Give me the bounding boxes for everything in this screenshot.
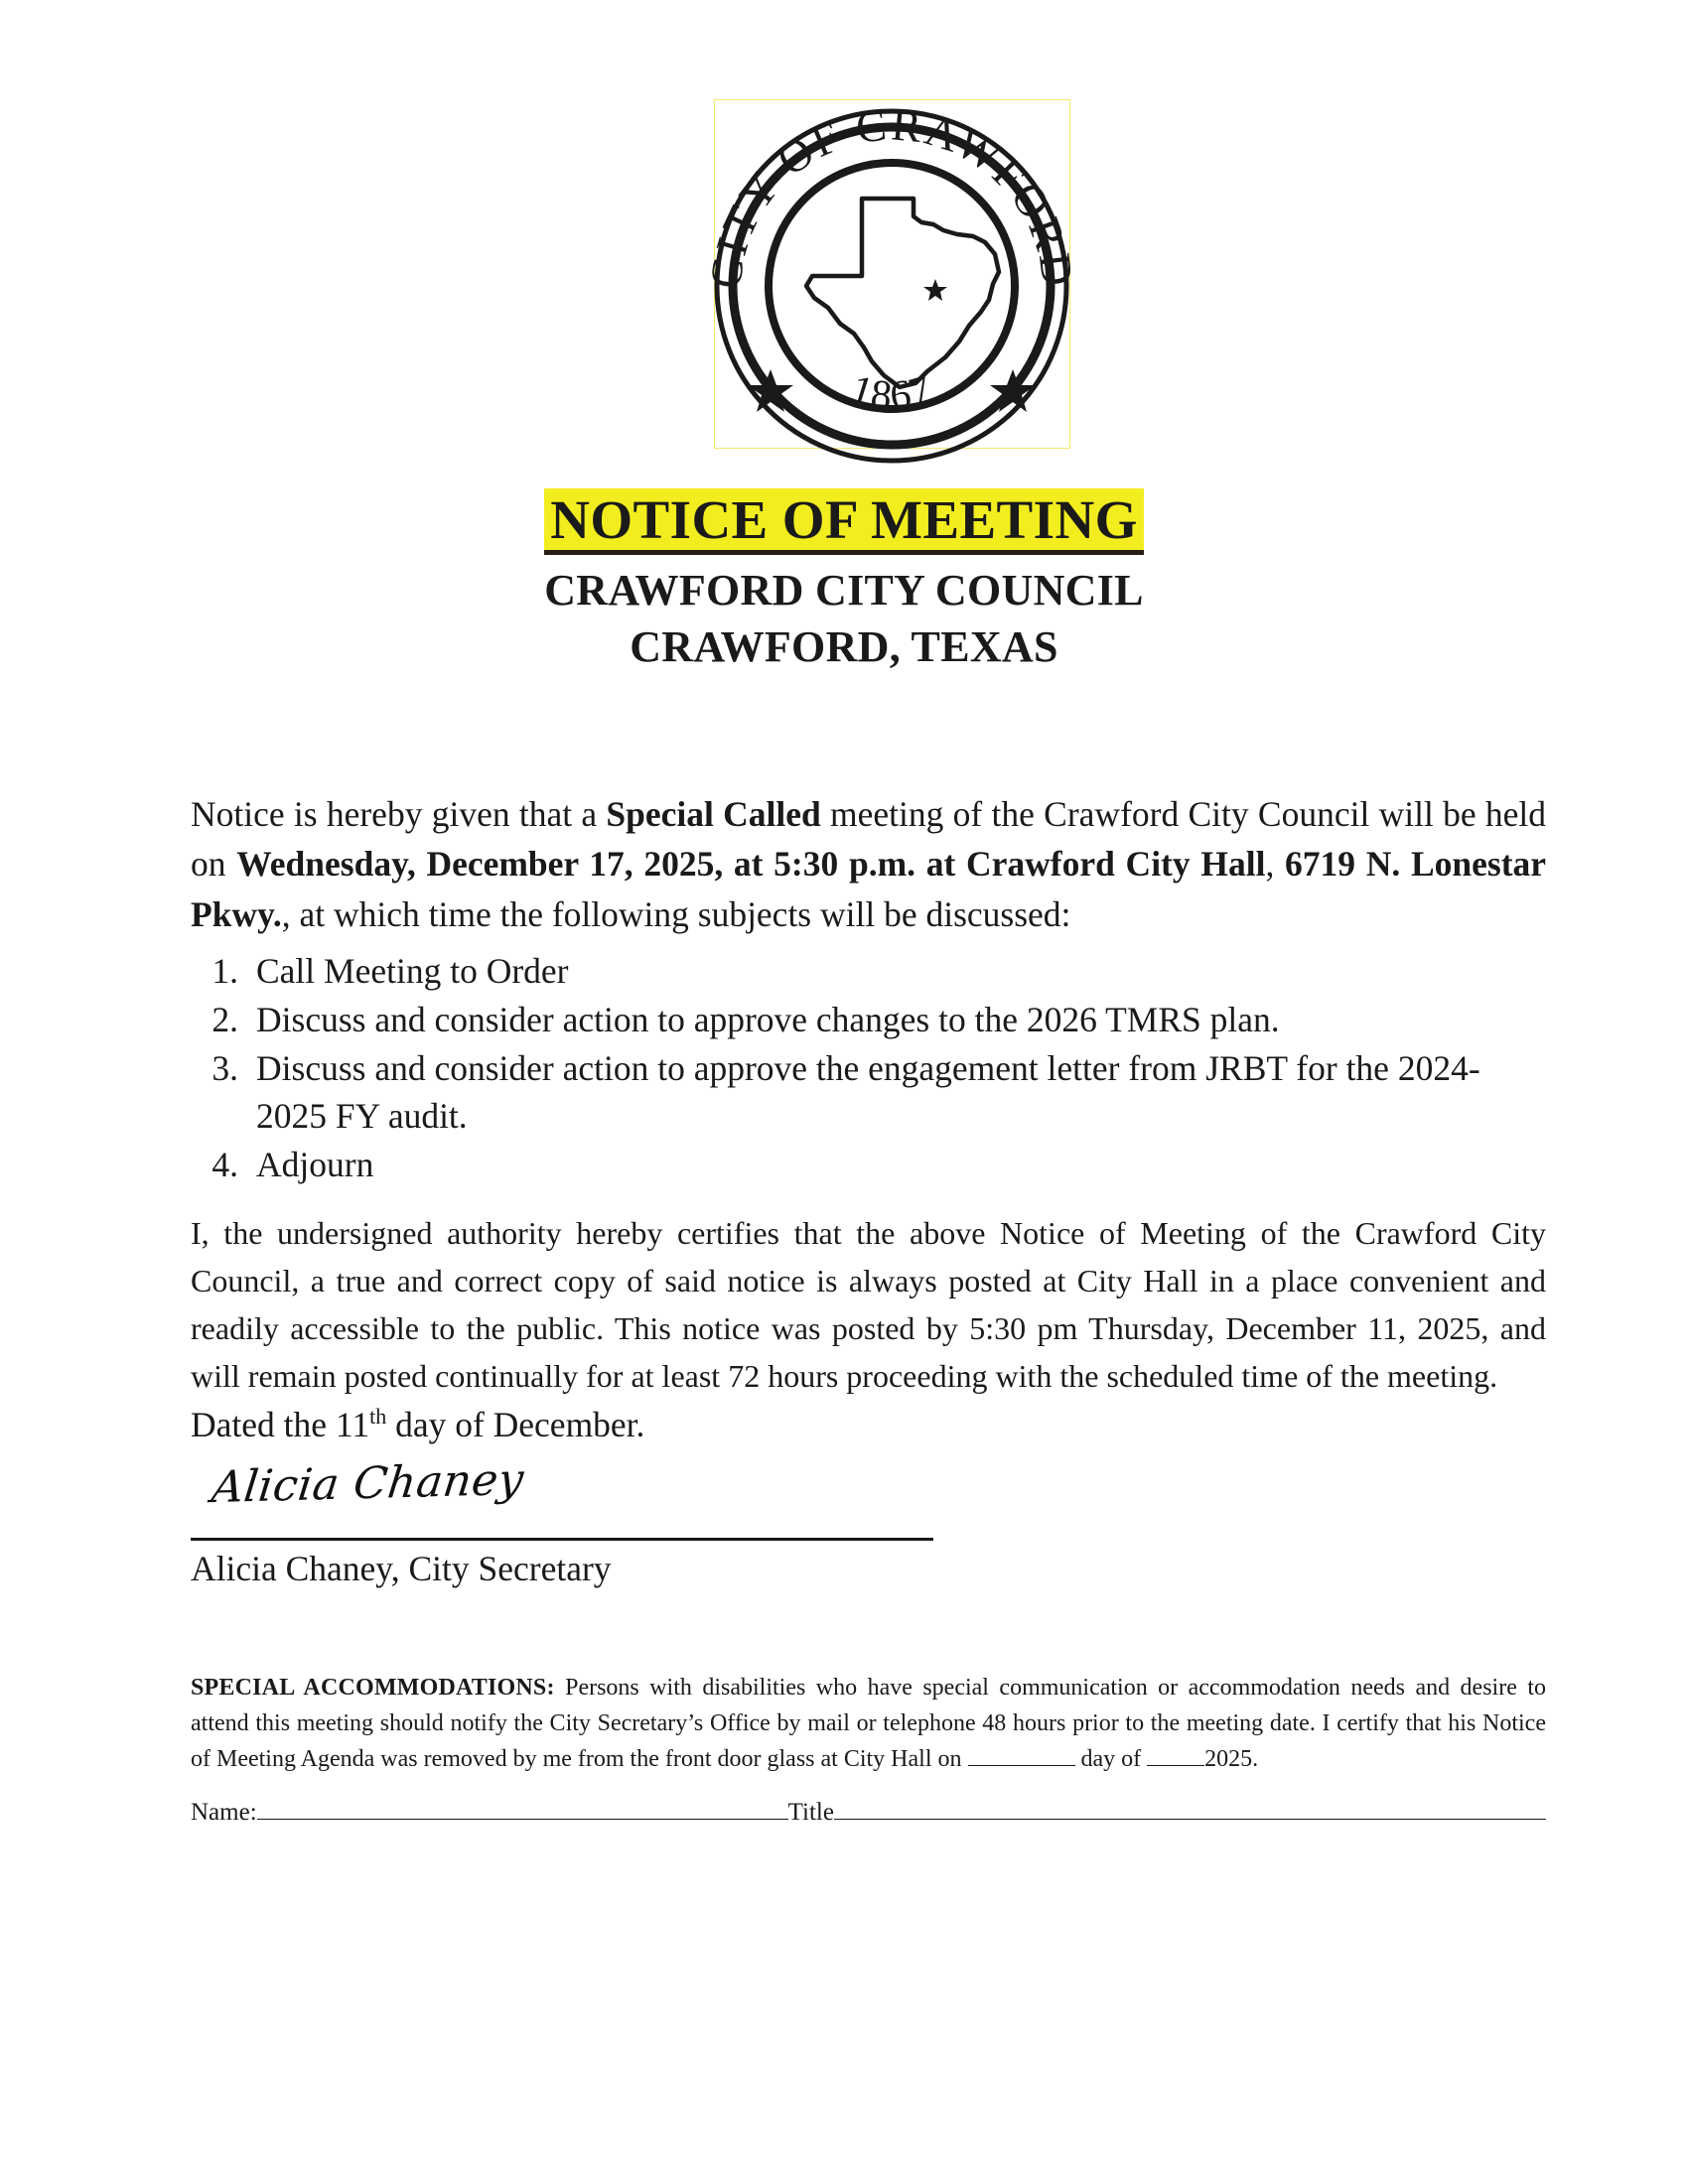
intro-bold-special-called: Special Called <box>606 794 821 834</box>
handwritten-signature: Alicia Chaney <box>209 1453 527 1514</box>
certification-paragraph: I, the undersigned authority hereby certifies that the above Notice of Meeting of the Crawford City Council, a true and correct copy of said notice is always posted at City Hall in a place convenient and readily accessible to the public. This notice was posted by 5:30 pm Thursday, December 11, 2025, and will remain posted continually for at least 72 hours proceeding with the scheduled time of the meeting. <box>191 1215 1546 1394</box>
name-title-field-row <box>191 1797 1546 1827</box>
intro-bold-datetime-location: Wednesday, December 17, 2025, at 5:30 p.m. at Crawford City Hall <box>236 844 1266 885</box>
list-item-label: Adjourn <box>256 1144 374 1184</box>
accommodations-body-1: Persons with disabilities who have special communication or accommodation needs and desire to attend this meeting should notify the City Secretary’s Office by mail or telephone 48 hours prior to the meeting date. I certify that his Notice of Meeting Agenda was removed by me from the front door glass at City Hall on <box>191 1675 1546 1772</box>
special-accommodations-paragraph <box>191 1670 1546 1777</box>
intro-text-1: Notice is hereby given that a <box>191 794 607 834</box>
accommodations-body-2: day of <box>1074 1746 1148 1772</box>
list-item-number: 1. <box>211 951 238 991</box>
accommodations-heading: SPECIAL ACCOMMODATIONS: <box>191 1675 555 1701</box>
svg-text:1867: 1867 <box>845 366 938 420</box>
title-field-label: Title <box>787 1799 834 1826</box>
list-item-number: 2. <box>211 999 238 1039</box>
intro-bold-address: 6719 N. Lonestar Pkwy. <box>191 844 1547 934</box>
page-title: NOTICE OF MEETING <box>544 488 1144 555</box>
list-item <box>191 1142 1521 1189</box>
list-item-number: 4. <box>211 1144 238 1184</box>
list-item <box>191 1045 1521 1141</box>
dated-line <box>191 1402 644 1447</box>
signature-rule <box>191 1538 933 1541</box>
city-seal <box>695 87 1088 480</box>
dated-ordinal-suffix: th <box>369 1404 387 1430</box>
subtitle-council: CRAWFORD CITY COUNCIL <box>544 566 1144 615</box>
list-item-label: Discuss and consider action to approve changes to the 2026 TMRS plan. <box>256 999 1280 1039</box>
list-item-label: Call Meeting to Order <box>256 951 569 991</box>
svg-text:CITY OF CRAWFORD: CITY OF CRAWFORD <box>700 99 1083 291</box>
blank-month-field[interactable] <box>1147 1765 1204 1766</box>
intro-text-3: , <box>1265 844 1286 885</box>
intro-text-4: , at which time the following subjects will be discussed: <box>281 893 1071 934</box>
intro-text-2: meeting of the Crawford City Council will be held on <box>191 794 1547 885</box>
agenda-list <box>191 948 1521 1190</box>
notice-intro-paragraph <box>191 789 1546 939</box>
subtitle-city: CRAWFORD, TEXAS <box>630 621 1058 671</box>
dated-suffix: day of December. <box>386 1405 645 1444</box>
title-field-input[interactable] <box>834 1797 1546 1820</box>
name-field-input[interactable] <box>257 1797 788 1820</box>
accommodations-body-3: 2025. <box>1204 1746 1259 1772</box>
signature-printed-name: Alicia Chaney, City Secretary <box>191 1549 612 1588</box>
list-item <box>191 948 1521 996</box>
list-item-label: Discuss and consider action to approve the engagement letter from JRBT for the 2024-2025 FY audit. <box>256 1047 1480 1136</box>
list-item <box>191 997 1521 1044</box>
blank-day-field[interactable] <box>968 1765 1075 1766</box>
name-field-label: Name: <box>191 1799 257 1826</box>
title-block <box>0 488 1688 674</box>
list-item-number: 3. <box>211 1047 238 1088</box>
dated-prefix: Dated the 11 <box>191 1405 370 1444</box>
